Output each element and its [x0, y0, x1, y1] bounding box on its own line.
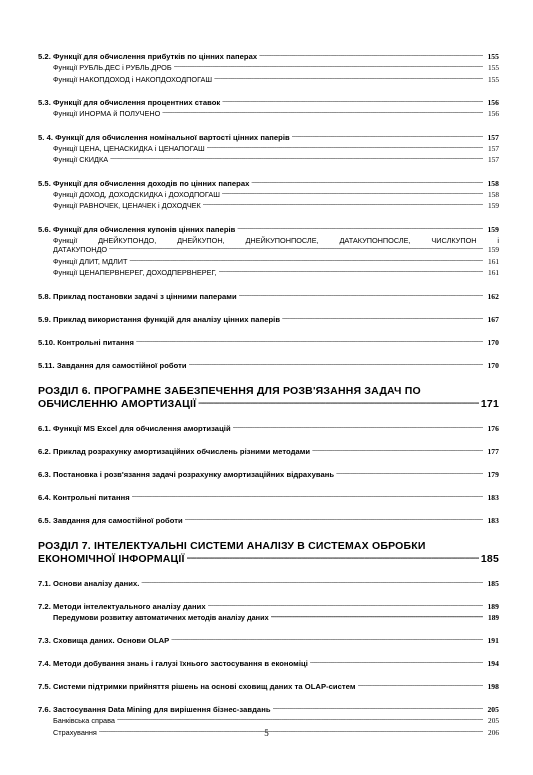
page-ref: 158	[487, 178, 499, 188]
page-ref: 159	[488, 245, 499, 254]
toc-subentry[interactable]	[38, 109, 499, 121]
dot-leader	[259, 52, 483, 61]
page-ref: 167	[487, 314, 499, 324]
dot-leader	[219, 268, 483, 278]
toc-section-entry[interactable]	[38, 52, 499, 63]
toc-subentry[interactable]	[38, 63, 499, 75]
page-ref: 157	[488, 155, 499, 164]
entry-title: 6.4. Контрольні питання	[38, 492, 130, 502]
entry-title: 5.9. Приклад використання функцій для аналізу цінних паперів	[38, 314, 281, 324]
chapter-title-text: ЕКОНОМІЧНОЇ ІНФОРМАЦІЇ	[38, 552, 185, 565]
page-ref: 179	[487, 469, 499, 479]
toc-subentry[interactable]	[38, 144, 499, 156]
page-ref: 185	[487, 578, 499, 588]
toc-section-entry[interactable]	[38, 579, 499, 590]
dot-leader	[336, 470, 483, 479]
entry-title: 5.3. Функції для обчислення процентних ставок	[38, 98, 221, 107]
page-ref: 159	[488, 201, 499, 210]
dot-leader	[214, 75, 483, 85]
page-ref: 171	[480, 397, 499, 410]
entry-title: Функції ДЛИТ, МДЛИТ	[53, 256, 128, 266]
page-ref: 177	[487, 446, 499, 456]
entry-title: 7.6. Застосування Data Mining для вирішення бізнес-завдань	[38, 705, 271, 714]
toc-section-entry[interactable]	[38, 315, 499, 326]
dot-leader	[271, 613, 483, 623]
entry-title: 5.8. Приклад постановки задачі з цінними паперами	[38, 291, 237, 301]
entry-title: Страхування	[53, 727, 97, 737]
chapter-title-line2	[38, 398, 499, 412]
dot-leader	[109, 245, 483, 255]
entry-title: Функції НАКОПДОХОД і НАКОПДОХОДПОГАШ	[53, 74, 213, 84]
toc-section-entry[interactable]	[38, 705, 499, 716]
toc-chapter-heading[interactable]	[38, 540, 499, 567]
entry-title: 5.5. Функції для обчислення доходів по цінних паперах	[38, 178, 250, 188]
dot-leader	[132, 493, 483, 502]
entry-title: 5. 4. Функції для обчислення номінальної вартості цінних паперів	[38, 132, 290, 142]
page-ref: 155	[488, 63, 499, 72]
toc-section-entry[interactable]	[38, 602, 499, 613]
page-ref: 183	[487, 515, 499, 525]
toc-section-entry[interactable]	[38, 98, 499, 109]
entry-title: 7.4. Методи добування знань і галузі їхнього застосування в економіці	[38, 659, 308, 668]
entry-title: Функції СКИДКА	[53, 155, 109, 164]
dot-leader	[110, 155, 483, 165]
chapter-title-line1: РОЗДІЛ 6. ПРОГРАМНЕ ЗАБЕЗПЕЧЕННЯ ДЛЯ РОЗВ'ЯЗАННЯ ЗАДАЧ ПО	[38, 384, 421, 397]
toc-section-entry[interactable]	[38, 636, 499, 647]
toc-section-entry[interactable]	[38, 493, 499, 504]
entry-title: Передумови розвитку автоматичних методів аналізу даних	[53, 612, 269, 622]
entry-title: 6.3. Постановка і розв'язання задачі розрахунку амортизаційних відрахувань	[38, 469, 335, 479]
entry-title: Функції РУБЛЬ.ДЕС і РУБЛЬ.ДРОБ	[53, 63, 172, 72]
entry-title: Банківська справа	[53, 716, 115, 725]
chapter-title-line2	[38, 553, 499, 567]
toc-section-entry[interactable]	[38, 133, 499, 144]
dot-leader	[310, 659, 483, 668]
toc-section-entry[interactable]	[38, 516, 499, 527]
toc-section-entry[interactable]	[38, 659, 499, 670]
entry-title: 7.2. Методи інтелектуального аналізу даних	[38, 601, 206, 611]
entry-title: 5.2. Функції для обчислення прибутків по цінних паперах	[38, 52, 258, 61]
page-ref: 158	[488, 189, 499, 199]
page-ref: 157	[488, 143, 499, 153]
dot-leader	[129, 257, 483, 267]
toc-subentry[interactable]	[38, 155, 499, 167]
entry-title: 6.5. Завдання для самостійної роботи	[38, 515, 183, 525]
toc-section-entry[interactable]	[38, 424, 499, 435]
dot-leader	[189, 361, 483, 370]
toc-section-entry[interactable]	[38, 447, 499, 458]
chapter-title-line1: РОЗДІЛ 7. ІНТЕЛЕКТУАЛЬНІ СИСТЕМИ АНАЛІЗУ В СИСТЕМАХ ОБРОБКИ	[38, 539, 426, 552]
toc-section-entry[interactable]	[38, 682, 499, 693]
toc-chapter-heading[interactable]	[38, 385, 499, 412]
toc-subentry[interactable]	[38, 613, 499, 625]
dot-leader	[312, 447, 483, 456]
toc-subentry[interactable]	[38, 75, 499, 87]
page-ref: 162	[487, 291, 499, 301]
page-ref: 183	[487, 492, 499, 502]
dot-leader	[171, 636, 483, 645]
dot-leader	[222, 98, 483, 107]
page-ref: 189	[487, 601, 499, 611]
dot-leader	[233, 424, 483, 433]
dot-leader	[273, 705, 483, 714]
dot-leader	[358, 682, 483, 691]
dot-leader	[187, 553, 479, 565]
page-ref: 156	[488, 109, 499, 118]
page-ref: 176	[487, 423, 499, 433]
entry-title: Функції ЦЕНА, ЦЕНАСКИДКА і ЦЕНАПОГАШ	[53, 143, 205, 153]
page-ref: 155	[487, 52, 499, 61]
page-ref: 205	[487, 705, 499, 714]
dot-leader	[237, 225, 483, 234]
entry-title: 7.1. Основи аналізу даних.	[38, 578, 140, 588]
page-ref: 205	[488, 716, 499, 725]
dot-leader	[198, 398, 479, 410]
entry-title: Функції РАВНОЧЕК, ЦЕНАЧЕК і ДОХОДЧЕК	[53, 201, 201, 210]
chapter-title-text: ОБЧИСЛЕННЮ АМОРТИЗАЦІЇ	[38, 397, 197, 410]
entry-title: 5.6. Функції для обчислення купонів цінних паперів	[38, 224, 236, 234]
page-ref: 157	[487, 132, 499, 142]
page-ref: 170	[487, 360, 499, 370]
entry-title: 6.2. Приклад розрахунку амортизаційних обчислень різними методами	[38, 446, 311, 456]
dot-leader	[207, 144, 483, 154]
toc-subentry-wrapped: Функції ДНЕЙКУПОНДО, ДНЕЙКУПОН, ДНЕЙКУПОНПОСЛЕ, ДАТАКУПОНПОСЛЕ, ЧИСЛКУПОН і	[53, 235, 499, 245]
toc-subentry[interactable]	[38, 245, 499, 257]
entry-title: Функції ЦЕНАПЕРВНЕРЕГ, ДОХОДПЕРВНЕРЕГ,	[53, 268, 217, 277]
toc-subentry[interactable]	[38, 716, 499, 728]
entry-title: 7.5. Системи підтримки прийняття рішень на основі сховищ даних та OLAP-систем	[38, 682, 356, 691]
dot-leader	[292, 133, 483, 142]
entry-title: 5.10. Контрольні питання	[38, 337, 134, 347]
dot-leader	[239, 292, 483, 301]
page-ref: 170	[487, 337, 499, 347]
page-ref: 161	[488, 268, 499, 277]
page-number: 5	[264, 728, 269, 738]
dot-leader	[117, 716, 483, 726]
toc-section-entry[interactable]	[38, 225, 499, 236]
entry-title: Функції ДОХОД, ДОХОДСКИДКА і ДОХОДПОГАШ	[53, 189, 220, 199]
dot-leader	[251, 179, 483, 188]
page-ref: 156	[487, 98, 499, 107]
entry-title: 5.11. Завдання для самостійної роботи	[38, 360, 187, 370]
page-ref: 185	[480, 552, 499, 565]
toc-section-entry[interactable]	[38, 179, 499, 190]
toc-section-entry[interactable]	[38, 338, 499, 349]
toc-subentry[interactable]	[38, 201, 499, 213]
toc-section-entry[interactable]	[38, 361, 499, 372]
page-ref: 155	[488, 74, 499, 84]
page-ref: 189	[488, 612, 499, 622]
dot-leader	[208, 602, 483, 611]
dot-leader	[174, 63, 483, 73]
dot-leader	[136, 338, 483, 347]
page-ref: 161	[488, 256, 499, 266]
page-ref: 194	[487, 659, 499, 668]
toc-section-entry[interactable]	[38, 292, 499, 303]
entry-title: Функції ИНОРМА й ПОЛУЧЕНО	[53, 109, 161, 118]
table-of-contents	[38, 52, 499, 739]
entry-title: 7.3. Сховища даних. Основи OLAP	[38, 636, 170, 645]
toc-subentry[interactable]	[38, 268, 499, 280]
toc-subentry[interactable]	[38, 257, 499, 269]
dot-leader	[203, 201, 483, 211]
page-ref: 206	[488, 727, 499, 737]
dot-leader	[282, 315, 483, 324]
page-ref: 198	[487, 682, 499, 691]
dot-leader	[222, 190, 483, 200]
toc-subentry[interactable]	[38, 190, 499, 202]
dot-leader	[185, 516, 483, 525]
page-ref: 159	[487, 224, 499, 234]
toc-section-entry[interactable]	[38, 470, 499, 481]
dot-leader	[141, 579, 483, 588]
dot-leader	[162, 109, 483, 119]
page-ref: 191	[487, 636, 499, 645]
entry-title: ДАТАКУПОНДО	[53, 245, 108, 254]
entry-title: 6.1. Функції MS Excel для обчислення амортизацій	[38, 423, 231, 433]
